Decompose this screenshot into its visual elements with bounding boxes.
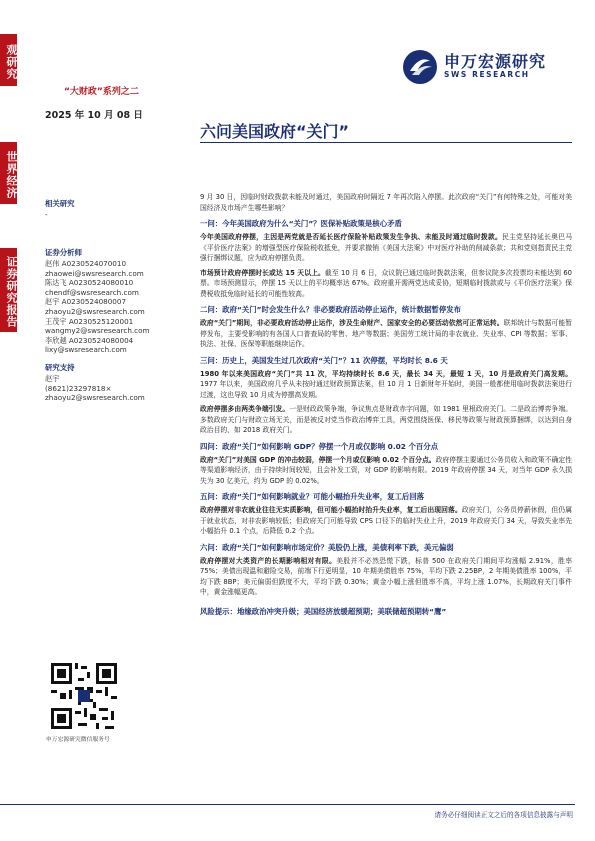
para-lead: 政府停摆对非农就业往往无实质影响，但可能小幅抬时抬升失业率，复工后出现回落。	[200, 506, 462, 514]
para-lead: 市场预计政府停摆时长或达 15 天以上。	[200, 268, 325, 277]
report-date: 2025 年 10 月 08 日	[45, 110, 143, 121]
analyst-name: 李欣越 A0230524080004	[45, 335, 134, 345]
para-body: 1977 年以来，美国政府几乎从未按时通过财政预算法案，但 10 月 1 日新财年开始时，美国一般都使用临时拨款法案进行过渡，这也导致 10 月成为停摆高发期。	[200, 380, 572, 399]
section-paragraph	[200, 556, 572, 598]
para-lead: 1980 年以来美国政府“关门”共 11 次，平均持续时长 8.6 天，最长 34 天，最短 1 天，10 月是政府关门高发期。	[200, 369, 572, 378]
side-tab-research-report-label: 证券研究报告	[5, 256, 18, 328]
footer-divider	[0, 804, 575, 805]
analyst-name: 王茂宇 A0230525120001	[45, 316, 134, 326]
risk-warning: 风险提示：地缘政治冲突升级；美国经济放缓超预期；美联储超预期转“鹰”	[200, 606, 447, 616]
analyst-name: 赵宇 A0230524080007	[45, 297, 127, 307]
section-heading: 二问：政府“关门”时会发生什么？非必要政府活动停止运作，统计数据暂停发布	[200, 305, 461, 314]
para-lead: 政府“关门”期间，非必要政府活动停止运作，涉及生命财产、国家安全的必要活动依然可正常运转。	[200, 319, 504, 327]
related-research-value: -	[45, 210, 48, 219]
analyst-email[interactable]: zhaowei@swsresearch.com	[45, 268, 144, 278]
section-paragraph	[200, 268, 572, 300]
contact-block	[45, 374, 195, 403]
section-2	[200, 304, 572, 350]
section-paragraph	[200, 369, 572, 401]
main-content	[200, 192, 572, 617]
logo-cn: 申万宏源研究	[444, 52, 547, 71]
para-body: 美股并不必然恐慌下跌，标普 500 在政府关门期间平均涨幅 2.91%，胜率 75%；美债出现温和避险交易，前端下行更明显，10 年期美债胜率 75%，平均下跌 2.25BP，2 年期美债胜率 100%，平均下跌 8BP；美元偏弱但跌度不大，平均下跌 0.30%；黄金小幅上涨但胜率不高，平均上涨 1.07%，长期政府关门事件中，黄金涨幅更高。	[200, 556, 573, 596]
section-heading: 六问：政府“关门”如何影响市场定价？美股仍上涨，美债利率下跌，美元偏弱	[200, 542, 454, 552]
section-paragraph	[200, 455, 572, 487]
logo-icon	[402, 49, 438, 85]
analyst-email[interactable]: lixy@swsresearch.com	[45, 345, 127, 355]
section-heading: 一问：今年美国政府为什么“关门”？医保补贴政策是核心矛盾	[200, 219, 402, 228]
contact-name: 赵宇	[45, 374, 60, 383]
para-body: 一是财政政策争端，争议焦点是财政赤字问题，如 1981 里根政府关门。二是政治博弈争端。多数政府关门与财政立场无关，而是被反对党当作政治博弈工具，两党围绕医保、移民等政策与财政预算捆绑，以达到自身政治目的，如 2018 政府关门。	[200, 405, 572, 434]
qr-code	[48, 660, 120, 732]
intro-paragraph: 9 月 30 日，因临时财政拨款未能及时通过，美国政府时隔近 7 年再次陷入停摆。此次政府“关门”有何特殊之处，可能对美国经济及市场产生哪些影响？	[200, 193, 572, 212]
section-4	[200, 441, 572, 487]
para-lead: 政府停摆多由两类争端引发。	[200, 405, 290, 413]
para-lead: 政府“关门”对美国 GDP 的冲击较弱，停摆一个月或仅影响 0.02 个百分点。	[200, 455, 436, 464]
para-lead: 今年美国政府停摆，主因是两党就是否延长医疗保险补贴政策发生争执、未能及时通过临时拨款。	[200, 233, 502, 241]
analyst-name: 陈达飞 A0230524080010	[45, 278, 134, 288]
company-logo	[402, 47, 572, 87]
report-title: 六问美国政府“关门”	[200, 122, 350, 141]
para-body: 民主党坚持延长奥巴马《平价医疗法案》的增强型医疗保险税收抵免，并要求撤销《美国大法案》中对医疗补助的削减条款；共和党则指责民主党强行捆绑议题，应为政府停摆负责。	[200, 233, 573, 262]
title-divider	[200, 142, 572, 143]
contact-label: 研究支持	[45, 363, 75, 372]
section-6	[200, 542, 572, 598]
side-tab-macro	[0, 34, 17, 86]
section-heading: 四问：政府“关门”如何影响 GDP？停摆一个月或仅影响 0.02 个百分点	[200, 441, 439, 451]
para-lead: 政府停摆对大类资产的长期影响相对有限。	[200, 556, 337, 565]
section-heading: 三问：历史上，美国发生过几次政府“关门”？11 次停摆，平均时长 8.6 天	[200, 355, 448, 365]
analyst-name: 赵伟 A0230524070010	[45, 259, 127, 268]
section-paragraph	[200, 318, 572, 350]
para-body: 截至 10 月 6 日，众议院已通过临时拨款法案，但参议院多次投票均未能达到 60 票。市场预测显示，停摆 15 天以上的平均概率达 67%。政府重开需两党达成妥协，短期临时拨款或与《平价医疗法案》保费税收抵免临时延长的可能性较高。	[200, 268, 572, 298]
section-heading: 五问：政府“关门”如何影响就业？可能小幅抬升失业率，复工后回落	[200, 492, 425, 501]
side-tab-macro-label: 观研究	[5, 44, 18, 80]
side-tab-research-report	[0, 248, 17, 332]
section-paragraph	[200, 404, 572, 436]
analyst-email[interactable]: zhaoyu2@swsresearch.com	[45, 306, 145, 316]
side-tab-world-economy	[0, 142, 17, 204]
section-paragraph	[200, 232, 572, 264]
analysts-label: 证券分析师	[45, 248, 82, 257]
footer-disclaimer: 请务必仔细阅读正文之后的各项信息披露与声明	[434, 811, 573, 819]
qr-code-icon	[48, 660, 120, 732]
para-body: 政府停摆主要通过公务员收入和政策不确定性等渠道影响经济，由于持续时间较短，且会补发工资，对 GDP 的影响有限。2019 年政府停摆 34 天，对当年 GDP 永久损失为 30 亿美元，约为 GDP 的 0.02%。	[200, 455, 573, 485]
analysts-list	[45, 259, 195, 355]
para-body: 联邦统计与数据可能暂停发布，主要受影响的有各国人口普查局的零售、地产等数据；美国劳工统计局的非农就业、失业率、CPI 等数据；军事、执法、社保、医保等职能继续运作。	[200, 319, 573, 348]
section-1	[200, 218, 572, 299]
side-tab-world-economy-label: 世界经济	[5, 151, 18, 199]
logo-en: SWS RESEARCH	[444, 70, 530, 79]
qr-caption: 申万宏源研究微信服务号	[46, 737, 110, 743]
contact-email[interactable]: zhaoyu2@swsresearch.com	[45, 393, 145, 403]
section-5	[200, 491, 572, 537]
related-research-label: 相关研究	[45, 199, 75, 208]
section-paragraph	[200, 505, 572, 537]
contact-phone: (8621)23297818×	[45, 383, 112, 393]
analyst-email[interactable]: chendf@swsresearch.com	[45, 287, 139, 297]
analyst-email[interactable]: wangmy2@swsresearch.com	[45, 326, 150, 336]
para-body: 政府关门，公务员停薪休假，但仍属于就业状态，对非农影响较低；但政府关门可能导致 CPS 口径下的临时失业上升，2019 年政府关门 34 天，导致失业率先小幅抬升 0.1 个点，后降低 0.2 个点。	[200, 506, 572, 535]
section-3	[200, 355, 572, 436]
series-label: “大财政”系列之二	[64, 87, 139, 97]
